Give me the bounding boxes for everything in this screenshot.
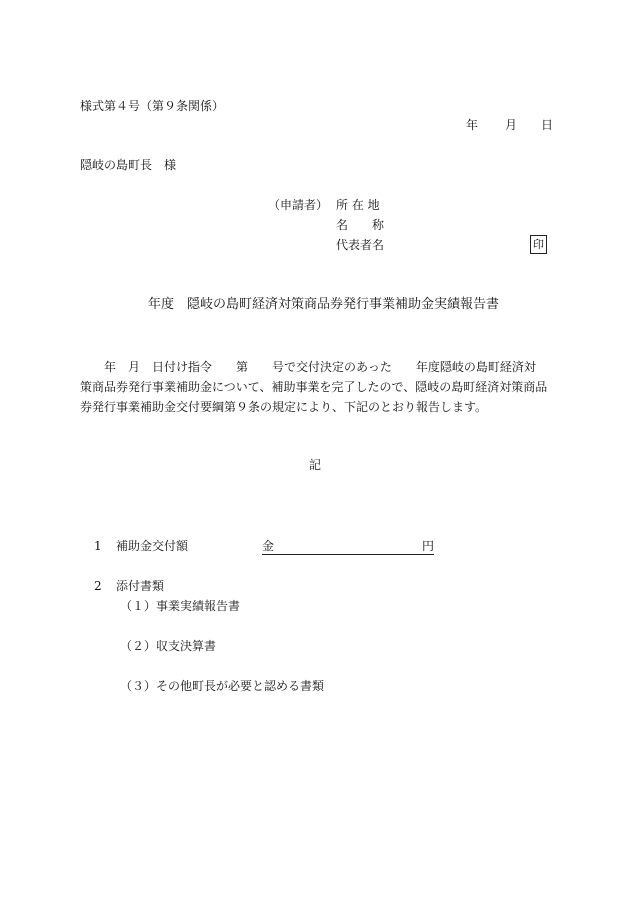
amount-unit: 円 — [421, 539, 434, 553]
item-2-number: 2 — [94, 579, 102, 593]
applicant-name-label: 名 称 — [336, 218, 385, 232]
applicant-representative-label: 代表者名 — [336, 238, 385, 252]
item-1-label: 補助金交付額 — [116, 539, 189, 553]
grant-amount-field — [262, 538, 434, 555]
attachment-item-2: （２）収支決算書 — [120, 639, 217, 653]
applicant-address-label: 所 在 地 — [336, 198, 380, 212]
date-day-label: 日 — [541, 118, 554, 132]
item-1-number: 1 — [94, 539, 102, 553]
seal-mark: 印 — [530, 235, 547, 254]
item-2-label: 添付書類 — [116, 579, 165, 593]
body-line-1: 年 月 日付け指令 第 号で交付決定のあった 年度隠岐の島町経済対 — [80, 360, 536, 374]
date-year-label: 年 — [466, 118, 479, 132]
report-body — [80, 357, 560, 417]
applicant-role-label: （申請者） — [268, 198, 329, 212]
body-line-2: 策商品券発行事業補助金について、補助事業を完了したので、隠岐の島町経済対策商品 — [80, 380, 548, 394]
attachment-item-3: （３）その他町長が必要と認める書類 — [120, 679, 325, 693]
amount-prefix: 金 — [262, 539, 275, 553]
body-line-3: 券発行事業補助金交付要綱第９条の規定により、下記のとおり報告します。 — [80, 400, 488, 414]
form-number: 様式第４号（第９条関係） — [80, 99, 225, 113]
attachment-item-1: （１）事業実績報告書 — [120, 599, 241, 613]
ki-heading: 記 — [309, 458, 322, 472]
addressee: 隠岐の島町長 様 — [80, 158, 177, 172]
date-month-label: 月 — [505, 118, 518, 132]
document-title: 年度 隠岐の島町経済対策商品券発行事業補助金実績報告書 — [148, 297, 500, 312]
